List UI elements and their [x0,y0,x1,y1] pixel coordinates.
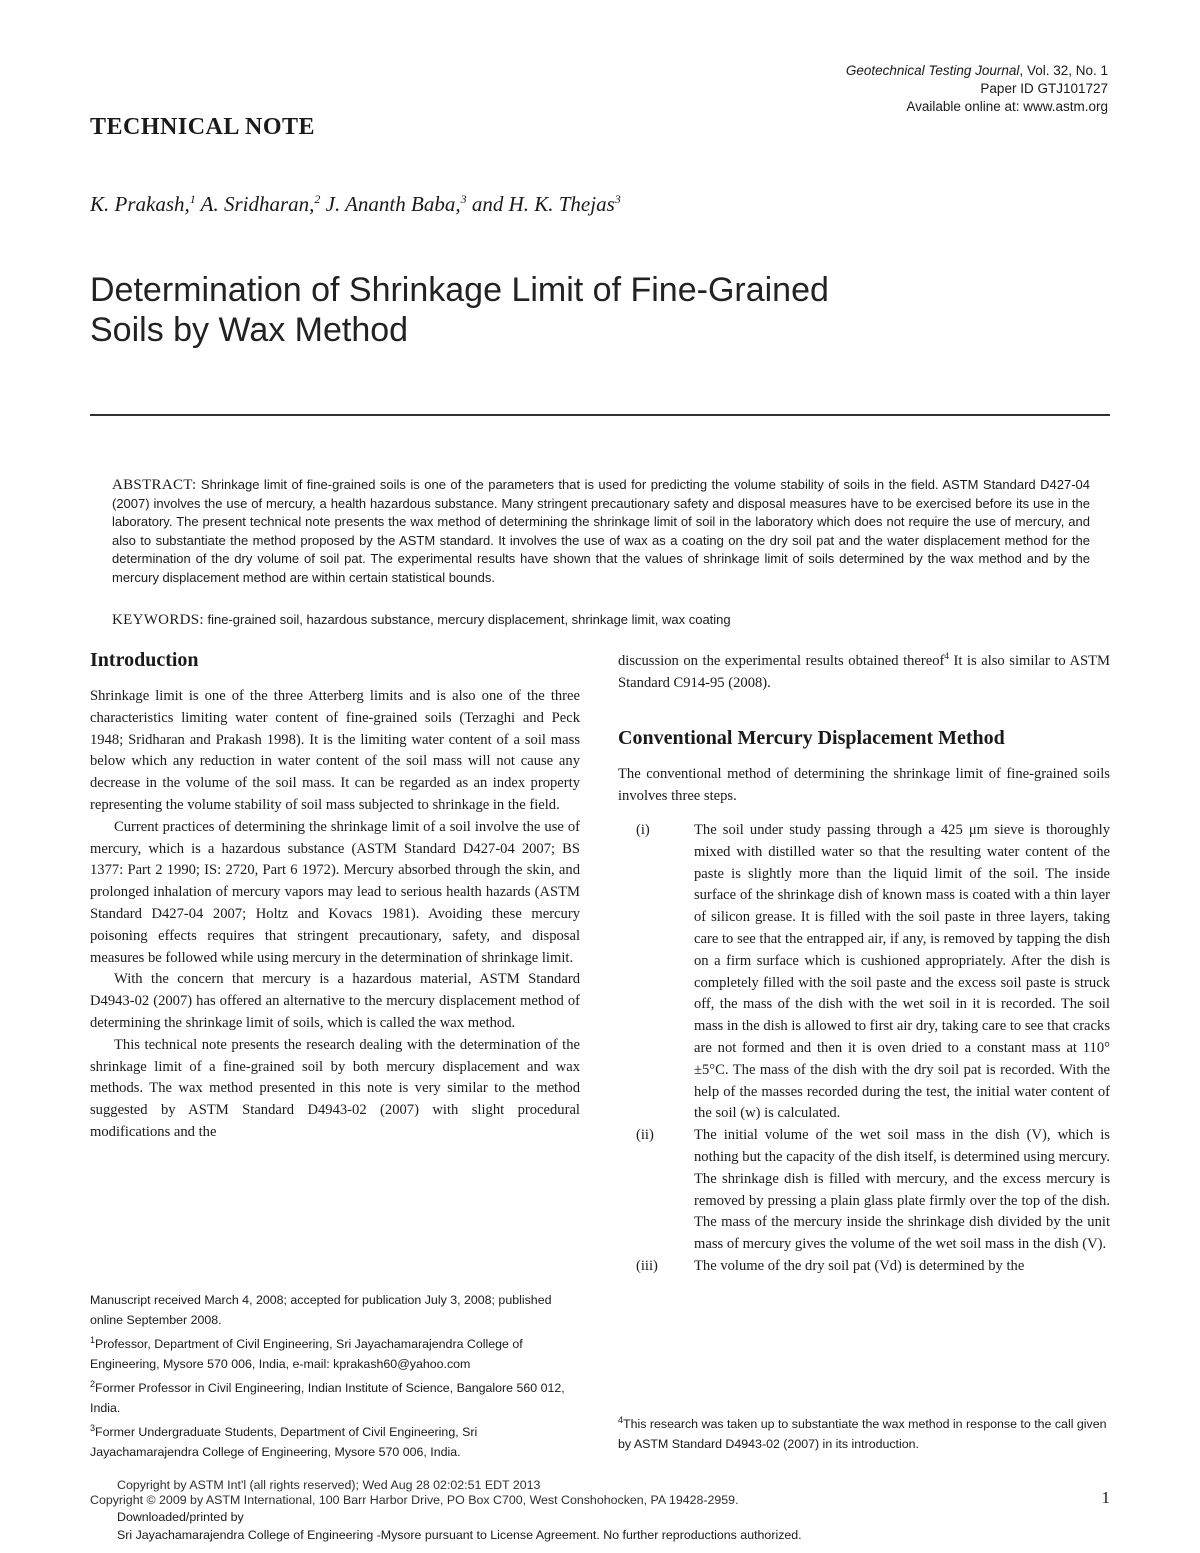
author-affiliation-mark: 3 [460,192,467,206]
paragraph: The conventional method of determining the shrinkage limit of fine-grained soils involves three steps. [618,766,1110,805]
author-list [90,192,621,217]
title-line: Determination of Shrinkage Limit of Fine-Grained [90,271,829,309]
author-name: J. Ananth Baba, [320,192,461,216]
author-affiliation-mark: 1 [189,192,196,206]
step-text: The volume of the dry soil pat (Vd) is determined by the [694,1257,1025,1274]
continued-text: discussion on the experimental results obtained thereof [618,652,945,669]
journal-name: Geotechnical Testing Journal [845,63,1020,78]
paragraph-continued [618,646,1110,694]
license-notice: Sri Jayachamarajendra College of Engineering -Mysore pursuant to License Agreement. No further reproductions authorized. [117,1528,802,1542]
section-label: TECHNICAL NOTE [90,114,316,140]
manuscript-note: Manuscript received March 4, 2008; accepted for publication July 3, 2008; published online September 2008. [90,1293,552,1327]
step-number: (ii) [636,1127,654,1144]
downloaded-by: Downloaded/printed by [117,1510,244,1524]
author-name: and H. K. Thejas [466,192,615,216]
abstract-text: Shrinkage limit of fine-grained soils is one of the parameters that is used for predicting the volume stability of soils in the field. ASTM Standard D427-04 (2007) involves the use of mercury, a health hazardous substance. Many stringent precautionary safety and disposal measures have to be exercised before its use in the laboratory. The present technical note presents the wax method of determining the shrinkage limit of soil in the laboratory which does not require the use of mercury, and also to substantiate the method proposed by the ASTM standard. It involves the use of wax as a coating on the dry soil pat and the water displacement method for the determination of the dry volume of soil pat. The experimental results have shown that the values of shrinkage limit of soils determined by the wax method and by the mercury displacement method are within certain statistical bounds. [112,477,1090,585]
author-affiliation-mark: 2 [314,192,321,206]
footnote-mark: 4 [944,651,949,661]
paper-title [90,270,1050,350]
footnotes-left [90,1290,580,1462]
list-item [618,1256,1110,1278]
title-line: Soils by Wax Method [90,311,409,349]
right-column [618,646,1110,1278]
author-affiliation-mark: 3 [614,192,621,206]
step-number: (iii) [636,1257,658,1274]
list-item [618,1125,1110,1256]
paragraph: This technical note presents the research dealing with the determination of the shrinkage limit of a fine-grained soil by both mercury displacement and wax methods. The wax method presented in this note is very similar to the method suggested by ASTM Standard D4943-02 (2007) with slight procedural modifications and the [90,1036,580,1140]
author-name: K. Prakash, [90,192,190,216]
keywords-label: KEYWORDS: [112,612,204,628]
paragraph: With the concern that mercury is a hazardous material, ASTM Standard D4943-02 (2007) has offered an alternative to the mercury displacement method of determining the shrinkage limit of soils, which is called the wax method. [90,971,580,1031]
author-name: A. Sridharan, [195,192,315,216]
abstract-label: ABSTRACT: [112,477,197,493]
footnote-mark: 2 [90,1379,96,1390]
footnote [90,1418,580,1462]
online-availability: Available online at: www.astm.org [906,99,1108,114]
step-text: The soil under study passing through a 425 μm sieve is thoroughly mixed with distilled water so that the resulting water content of the paste is slightly more than the liquid limit of the soil. The inside surface of the shrinkage dish of known mass is coated with a thin layer of silicon grease. It is filled with the soil paste in three layers, taking care to see that the entrapped air, if any, is removed by tapping the dish on a firm surface which is cushioned appropriately. After the dish is completely filled with the soil paste and the excess soil paste is struck off, the mass of the dish with the wet soil in it is recorded. The soil mass in the dish is allowed to first air dry, taking care to see that cracks are not formed and then it is oven dried to a constant mass at 110°±5°C. The mass of the dish with the dry soil pat is recorded. With the help of the masses recorded during the test, the initial water content of the soil (w) is calculated. [694,822,1110,1122]
left-column [90,646,580,1144]
footnote [90,1330,580,1374]
section-heading-mercury-method: Conventional Mercury Displacement Method [618,727,1005,750]
footnote-text: Former Professor in Civil Engineering, Indian Institute of Science, Bangalore 560 012, India. [90,1381,565,1416]
keywords [112,611,1090,629]
list-item [618,820,1110,1125]
footnote-text: Former Undergraduate Students, Department of Civil Engineering, Sri Jayachamarajendra College of Engineering, Mysore 570 006, India. [90,1425,478,1460]
footnote-text: Professor, Department of Civil Engineering, Sri Jayachamarajendra College of Engineering, Mysore 570 006, India, e-mail: kprakash60@yahoo.com [90,1337,523,1372]
journal-volume: , Vol. 32, No. 1 [1019,63,1108,78]
abstract [112,476,1090,588]
paragraph: Current practices of determining the shrinkage limit of a soil involve the use of mercury, which is a hazardous substance (ASTM Standard D427-04 2007; BS 1377: Part 2 1990; IS: 2720, Part 6 1972). Mercury absorbed through the skin, and prolonged inhalation of mercury vapors may lead to serious health hazards (ASTM Standard D427-04 2007; Holtz and Kovacs 1981). Avoiding these mercury poisoning effects requires that stringent precautionary, safety, and disposal measures be followed while using mercury in the determination of shrinkage limit. [90,818,580,966]
download-copyright: Copyright by ASTM Int'l (all rights reserved); Wed Aug 28 02:02:51 EDT 2013 [117,1478,541,1492]
steps-list [618,820,1110,1278]
keywords-text: fine-grained soil, hazardous substance, mercury displacement, shrinkage limit, wax coating [203,612,731,627]
footnote [90,1374,580,1418]
title-divider [90,414,1110,416]
footnote-mark: 3 [90,1423,96,1434]
copyright-line: Copyright © 2009 by ASTM International, 100 Barr Harbor Drive, PO Box C700, West Conshohocken, PA 19428-2959. [90,1493,739,1507]
paragraph: Shrinkage limit is one of the three Atterberg limits and is also one of the three characteristics limiting water content of fine-grained soils (Terzaghi and Peck 1948; Sridharan and Prakash 1998). It is the limiting water content of a soil mass below which any reduction in water content of the soil mass will not cause any decrease in the volume of the soil mass. It can be regarded as an index property representing the volume stability of soil mass subjected to shrinkage in the field. [90,688,580,813]
section-heading-introduction: Introduction [90,649,199,671]
footnote-text: This research was taken up to substantiate the wax method in response to the call given by ASTM Standard D4943-02 (2007) in its introduction. [618,1417,1107,1452]
step-number: (i) [636,822,650,839]
paper-id: Paper ID GTJ101727 [980,81,1108,96]
continued-text: It is also similar to ASTM Standard C914-95 (2008). [618,652,1110,691]
footnote-right [618,1410,1110,1454]
footnote-mark: 4 [618,1415,624,1425]
step-text: The initial volume of the wet soil mass in the dish (V), which is nothing but the capacity of the dish itself, is determined using mercury. The shrinkage dish is filled with mercury, and the excess mercury is removed by pressing a plain glass plate firmly over the top of the dish. The mass of the mercury inside the shrinkage dish divided by the unit mass of mercury gives the volume of the wet soil mass in the dish (V). [694,1127,1110,1253]
journal-info [846,62,1108,116]
page-number: 1 [1101,1488,1110,1507]
footnote-mark: 1 [90,1335,96,1345]
